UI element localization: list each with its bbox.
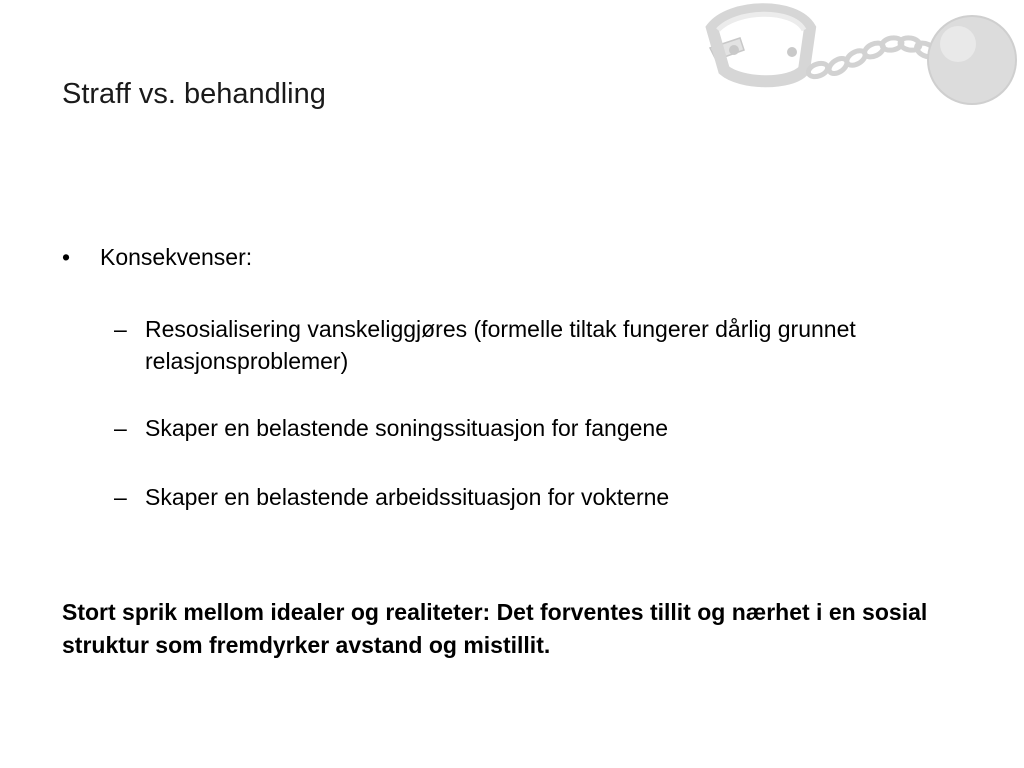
sub-item-text: Skaper en belastende arbeidssituasjon for vokterne [145,484,670,510]
sub-item-marker: – [114,484,127,510]
sub-item-text: Skaper en belastende soningssituasjon for fangene [145,415,668,441]
bullet-marker: • [62,244,71,270]
sub-item-text: Resosialisering vanskeliggjøres (formelle tiltak fungerer dårlig grunnet relasjonsproblemer) [145,316,856,374]
ball-and-chain-icon [700,0,1024,120]
sub-item-marker: – [114,415,127,441]
conclusion-text: Stort sprik mellom idealer og realiteter: Det forventes tillit og nærhet i en sosial struktur som fremdyrker avstand og mistillit. [62,599,928,658]
bullet-text: Konsekvenser: [100,244,253,270]
slide-title: Straff vs. behandling [62,78,326,110]
sub-item-marker: – [114,316,127,342]
